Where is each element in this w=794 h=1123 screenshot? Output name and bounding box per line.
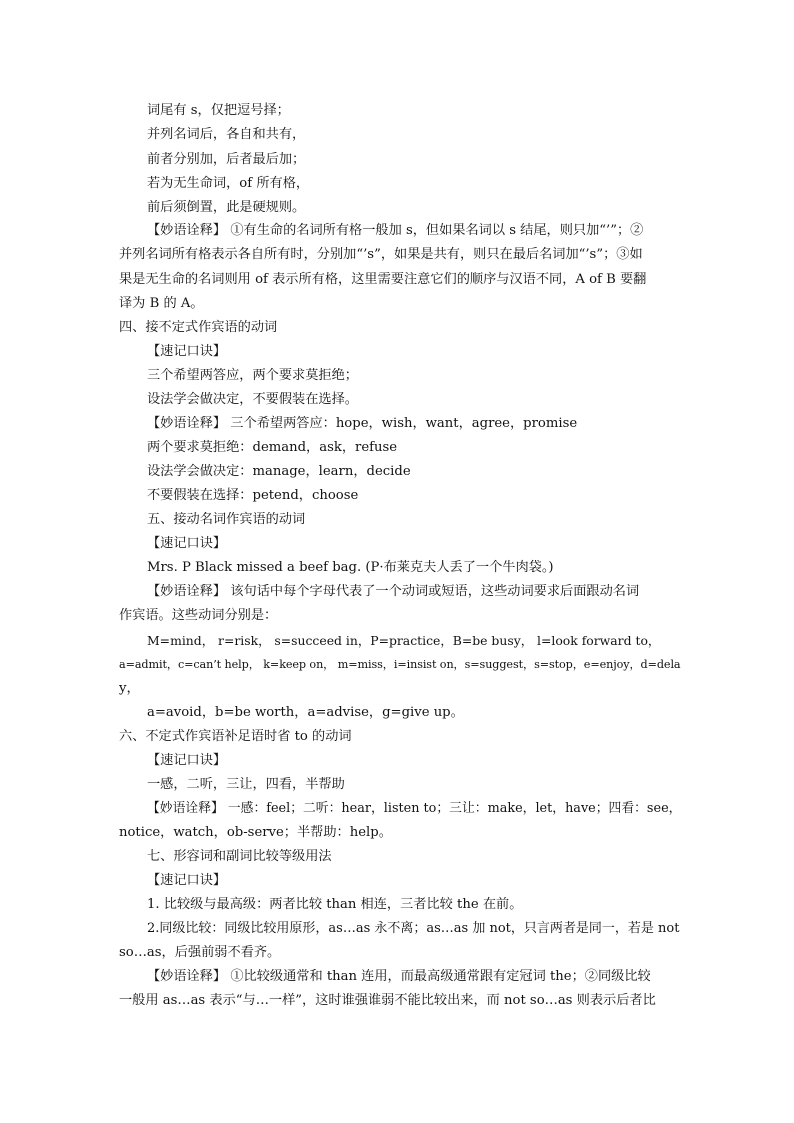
section-heading: 五、接动名词作宾语的动词	[147, 512, 306, 527]
text-line: 一般用 as…as 表示“与…一样”，这时谁强谁弱不能比较出来，而 not so…as 则表示后者比	[119, 993, 656, 1008]
mnemonic-label: 【速记口诀】	[147, 873, 227, 888]
text-line: 前后须倒置，此是硬规则。	[147, 200, 306, 215]
text-line: 译为 B 的 A。	[119, 296, 204, 311]
text-line: 果是无生命的名词则用 of 表示所有格，这里需要注意它们的顺序与汉语不同，A of B 要翻	[119, 272, 647, 287]
text-line: M=mind， r=risk， s=succeed in，P=practice，B=be busy， l=look forward to，	[147, 633, 661, 648]
text-line: 1. 比较级与最高级：两者比较 than 相连，三者比较 the 在前。	[147, 897, 523, 912]
text-line: 一感，二听，三让，四看，半帮助	[147, 777, 345, 792]
text-line: a=admit，c=can’t help， k=keep on， m=miss，i=insist on，s=suggest，s=stop，e=enjoy，d=dela	[119, 658, 681, 671]
text-line: 两个要求莫拒绝：demand，ask，refuse	[147, 440, 398, 455]
text-line: 设法学会做决定：manage，learn，decide	[147, 464, 411, 479]
text-line: 并列名词后，各自和共有，	[147, 127, 306, 142]
text-line: Mrs. P Black missed a beef bag. (P·布莱克夫人丢了一个牛肉袋。)	[147, 560, 554, 575]
text-line: notice，watch，ob-serve；半帮助：help。	[119, 825, 392, 840]
section-heading: 七、形容词和副词比较等级用法	[147, 849, 332, 864]
text-line: 【妙语诠释】 ①有生命的名词所有格一般加 s，但如果名词以 s 结尾，则只加“’”；②	[147, 223, 644, 238]
mnemonic-label: 【速记口诀】	[147, 536, 227, 551]
text-line: 三个希望两答应，两个要求莫拒绝；	[147, 368, 358, 383]
section-heading: 四、接不定式作宾语的动词	[119, 320, 278, 335]
text-line: y，	[119, 681, 140, 696]
text-line: 2.同级比较：同级比较用原形，as…as 永不离；as…as 加 not，只言两者是同一，若是 not	[147, 921, 680, 936]
text-line: 【妙语诠释】 三个希望两答应：hope，wish，want，agree，promise	[147, 416, 578, 431]
text-line: a=avoid，b=be worth，a=advise，g=give up。	[147, 705, 464, 720]
text-line: 词尾有 s，仅把逗号择；	[147, 103, 290, 118]
text-line: 【妙语诠释】 ①比较级通常和 than 连用，而最高级通常跟有定冠词 the；②同级比较	[147, 969, 651, 984]
text-line: 作宾语。这些动词分别是：	[119, 608, 278, 623]
text-line: 若为无生命词，of 所有格，	[147, 176, 310, 191]
text-line: 【妙语诠释】 该句话中每个字母代表了一个动词或短语，这些动词要求后面跟动名词	[147, 584, 640, 599]
text-line: 【妙语诠释】 一感：feel；二听：hear，listen to；三让：make，let，have；四看：see，	[147, 801, 682, 816]
text-line: 不要假装在选择：petend，choose	[147, 488, 359, 503]
text-line: so…as，后强前弱不看齐。	[119, 945, 281, 960]
mnemonic-label: 【速记口诀】	[147, 753, 227, 768]
text-line: 前者分别加，后者最后加；	[147, 152, 306, 167]
section-heading: 六、不定式作宾语补足语时省 to 的动词	[119, 729, 352, 744]
text-line: 设法学会做决定，不要假装在选择。	[147, 392, 358, 407]
text-line: 并列名词所有格表示各自所有时，分别加“’s”，如果是共有，则只在最后名词加“’s”；③如	[119, 247, 643, 262]
mnemonic-label: 【速记口诀】	[147, 344, 227, 359]
